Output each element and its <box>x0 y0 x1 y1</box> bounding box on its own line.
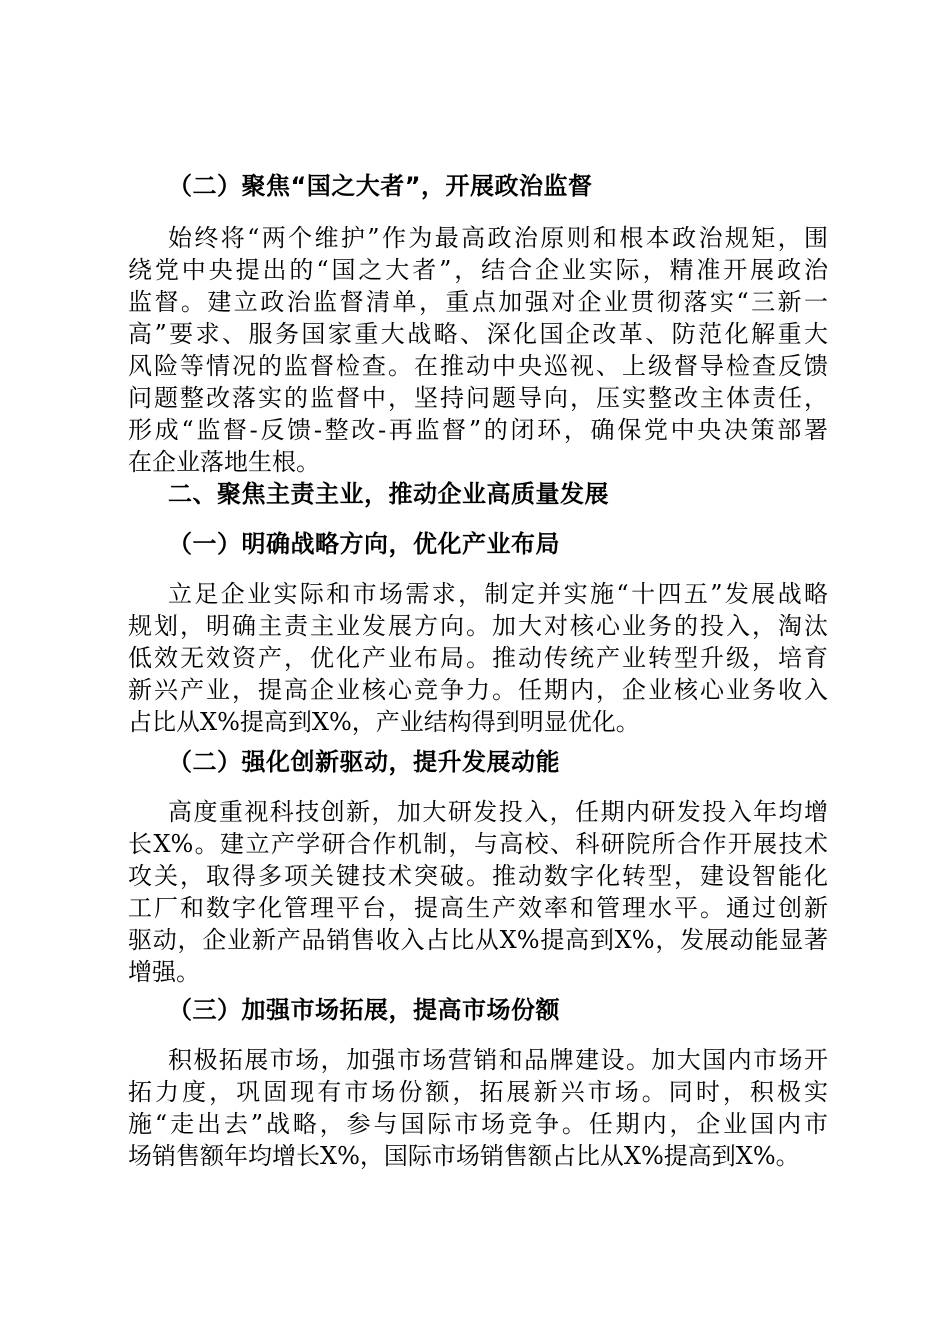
paragraph-line: 新兴产业，提高企业核心竞争力。任期内，企业核心业务收入 <box>128 676 828 704</box>
paragraph-innovation <box>128 796 828 988</box>
paragraph-line: 在企业落地生根。 <box>128 448 320 476</box>
paragraph-line: 风险等情况的监督检查。在推动中央巡视、上级督导检查反馈 <box>128 352 828 380</box>
paragraph-strategy <box>128 578 828 738</box>
paragraph-line: 低效无效资产，优化产业布局。推动传统产业转型升级，培育 <box>128 644 828 672</box>
section-heading-innovation: （二）强化创新驱动，提升发展动能 <box>168 748 560 776</box>
paragraph-line: 场销售额年均增长X%，国际市场销售额占比从X%提高到X%。 <box>128 1142 800 1170</box>
paragraph-market <box>128 1044 828 1172</box>
paragraph-line: 问题整改落实的监督中，坚持问题导向，压实整改主体责任， <box>128 384 828 412</box>
paragraph-line: 拓力度，巩固现有市场份额，拓展新兴市场。同时，积极实 <box>128 1078 828 1106</box>
paragraph-line: 增强。 <box>128 958 200 986</box>
section-heading-market: （三）加强市场拓展，提高市场份额 <box>168 996 560 1024</box>
paragraph-political-supervision <box>128 222 828 478</box>
paragraph-line: 绕党中央提出的“国之大者”，结合企业实际，精准开展政治 <box>128 256 828 284</box>
chapter-heading-main-business: 二、聚焦主责主业，推动企业高质量发展 <box>168 480 609 508</box>
paragraph-line: 立足企业实际和市场需求，制定并实施“十四五”发展战略 <box>168 580 828 608</box>
section-heading-strategy: （一）明确战略方向，优化产业布局 <box>168 530 560 558</box>
paragraph-line: 形成“监督-反馈-整改-再监督”的闭环，确保党中央决策部署 <box>128 416 828 444</box>
paragraph-line: 监督。建立政治监督清单，重点加强对企业贯彻落实“三新一 <box>128 288 828 316</box>
paragraph-line: 施“走出去”战略，参与国际市场竞争。任期内，企业国内市 <box>128 1110 828 1138</box>
paragraph-line: 高度重视科技创新，加大研发投入，任期内研发投入年均增 <box>168 798 828 826</box>
section-heading-political-supervision: （二）聚焦“国之大者”，开展政治监督 <box>168 172 593 200</box>
paragraph-line: 长X%。建立产学研合作机制，与高校、科研院所合作开展技术 <box>128 830 828 858</box>
paragraph-line: 规划，明确主责主业发展方向。加大对核心业务的投入，淘汰 <box>128 612 828 640</box>
paragraph-line: 高”要求、服务国家重大战略、深化国企改革、防范化解重大 <box>128 320 828 348</box>
paragraph-line: 积极拓展市场，加强市场营销和品牌建设。加大国内市场开 <box>168 1046 828 1074</box>
paragraph-line: 攻关，取得多项关键技术突破。推动数字化转型，建设智能化 <box>128 862 828 890</box>
paragraph-line: 工厂和数字化管理平台，提高生产效率和管理水平。通过创新 <box>128 894 828 922</box>
paragraph-line: 驱动，企业新产品销售收入占比从X%提高到X%，发展动能显著 <box>128 926 828 954</box>
paragraph-line: 占比从X%提高到X%，产业结构得到明显优化。 <box>128 708 640 736</box>
paragraph-line: 始终将“两个维护”作为最高政治原则和根本政治规矩，围 <box>168 224 828 252</box>
